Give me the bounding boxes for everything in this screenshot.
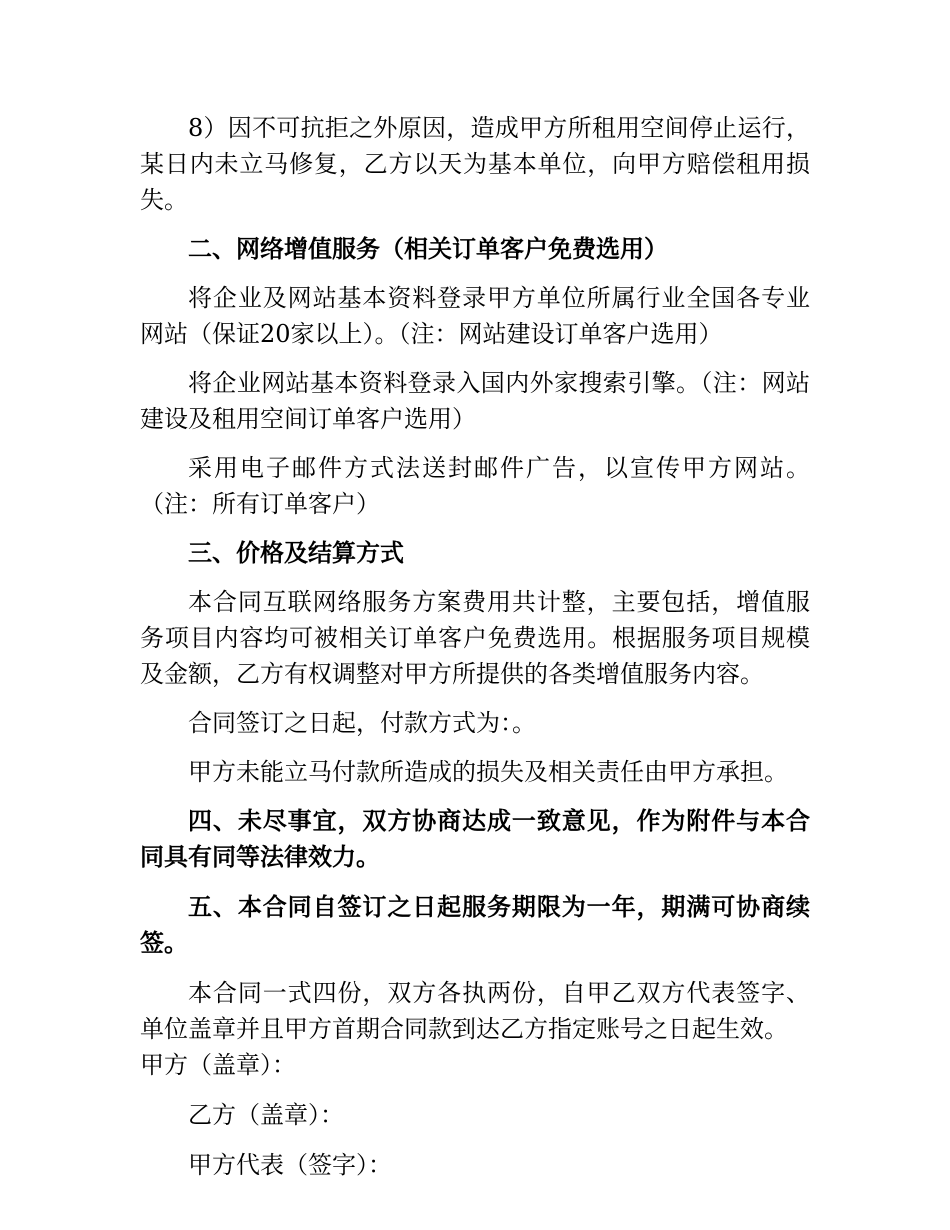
paragraph-industry-sites: 将企业及网站基本资料登录甲方单位所属行业全国各专业网站（保证20家以上）。（注：网站建设订单客户选用） bbox=[140, 284, 810, 348]
paragraph-payment-method: 合同签订之日起，付款方式为：。 bbox=[188, 709, 536, 737]
paragraph-search-engines: 将企业网站基本资料登录入国内外家搜索引擎。（注：网站建设及租用空间订单客户选用） bbox=[140, 369, 810, 433]
signature-party-b-seal: 乙方（盖章）： bbox=[188, 1101, 344, 1129]
paragraph-late-payment: 甲方未能立马付款所造成的损失及相关责任由甲方承担。 bbox=[188, 758, 788, 786]
paragraph-price: 本合同互联网络服务方案费用共计整，主要包括，增值服务项目内容均可被相关订单客户免费选用。根据服务项目规模及金额，乙方有权调整对甲方所提供的各类增值服务内容。 bbox=[140, 588, 810, 688]
paragraph-effectiveness: 本合同一式四份，双方各执两份，自甲乙双方代表签字、单位盖章并且甲方首期合同款到达乙方指定账号之日起生效。 bbox=[140, 979, 810, 1043]
signature-party-a-representative: 甲方代表（签字）： bbox=[188, 1151, 392, 1179]
paragraph-email-ads: 采用电子邮件方式法送封邮件广告，以宣传甲方网站。（注：所有订单客户） bbox=[140, 454, 810, 518]
paragraph-clause-8: 8）因不可抗拒之外原因，造成甲方所租用空间停止运行，某日内未立马修复，乙方以天为基本单位，向甲方赔偿租用损失。 bbox=[140, 114, 810, 214]
section-heading-4: 四、未尽事宜，双方协商达成一致意见，作为附件与本合同具有同等法律效力。 bbox=[140, 806, 810, 871]
section-heading-3: 三、价格及结算方式 bbox=[188, 538, 404, 567]
signature-party-a-seal: 甲方（盖章）： bbox=[140, 1051, 296, 1079]
section-heading-2: 二、网络增值服务（相关订单客户免费选用） bbox=[188, 234, 668, 263]
document-page bbox=[140, 110, 810, 1183]
section-heading-5: 五、本合同自签订之日起服务期限为一年，期满可协商续签。 bbox=[140, 892, 810, 957]
